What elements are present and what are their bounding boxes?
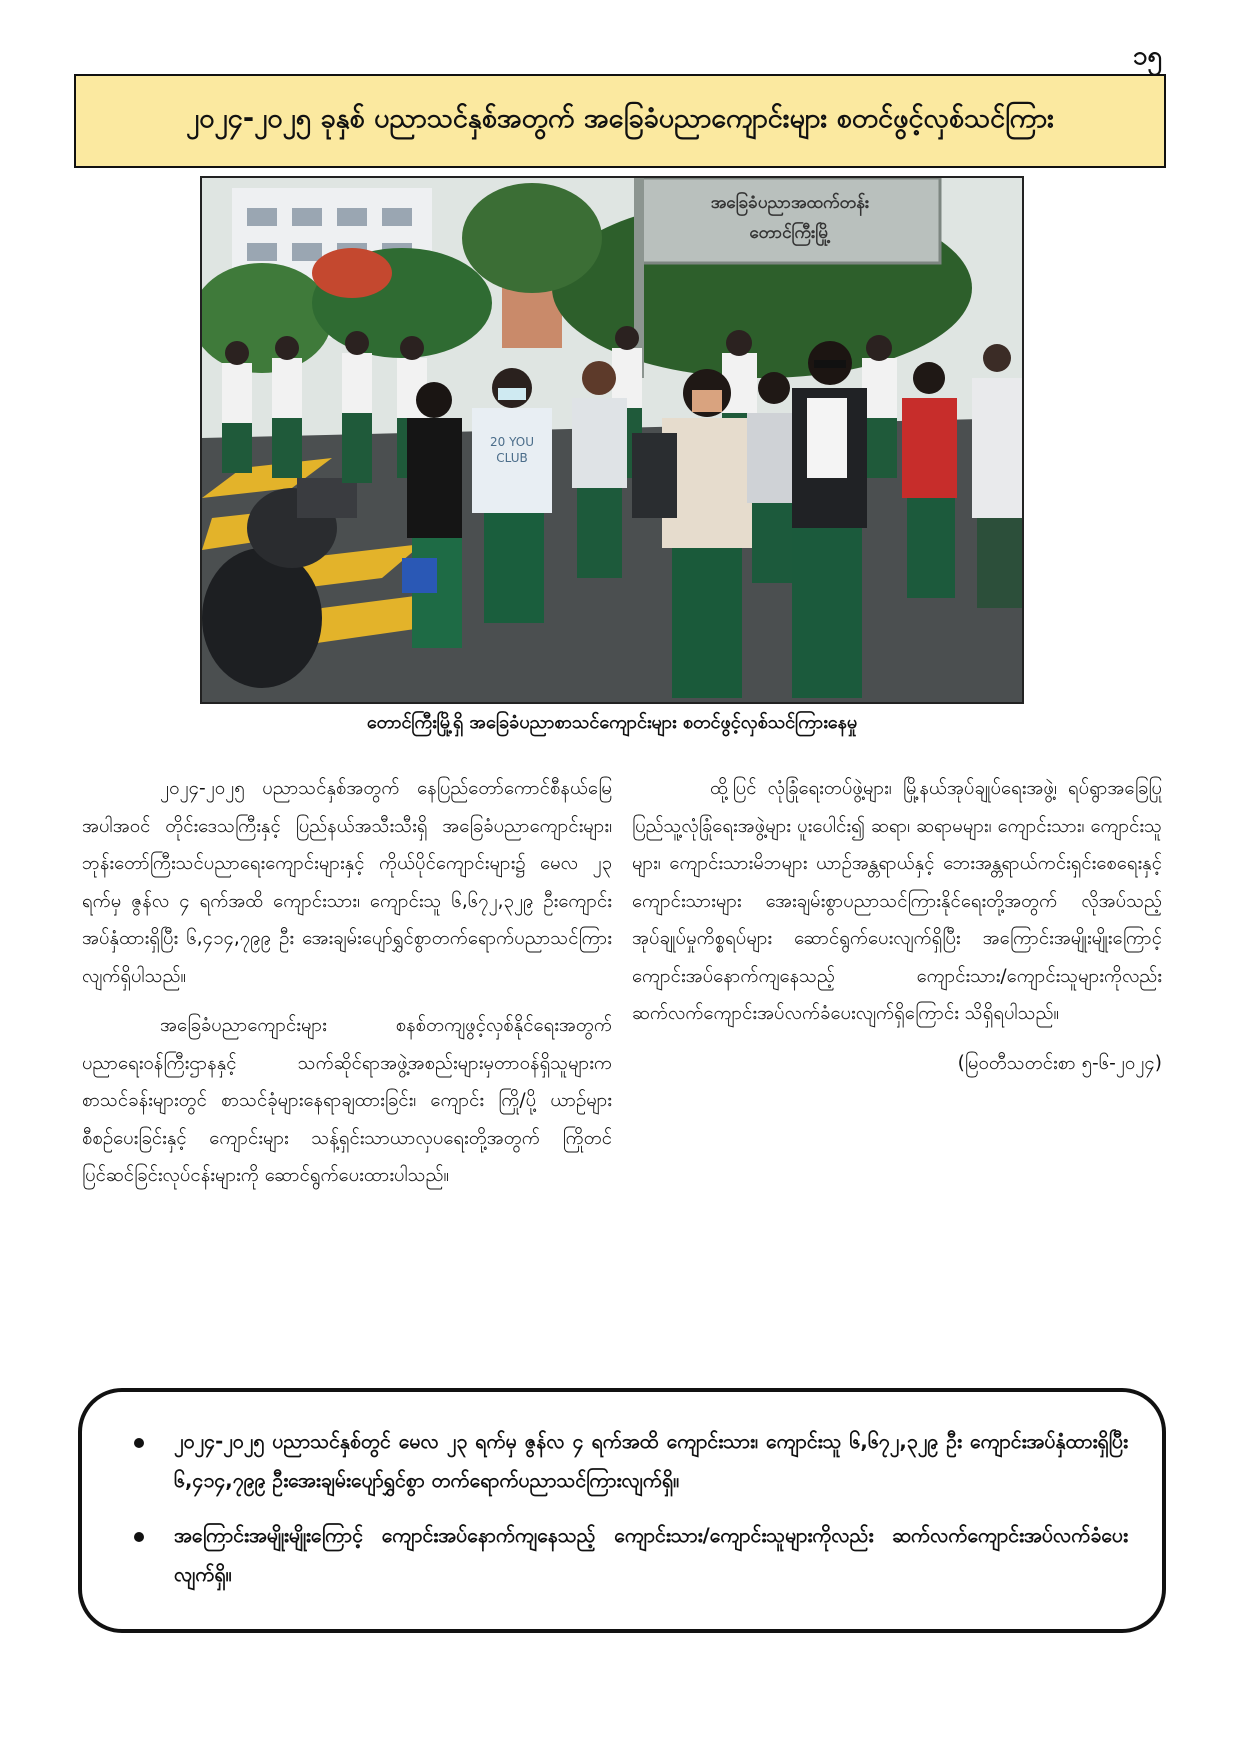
summary-item: ၂၀၂၄-၂၀၂၅ ပညာသင်နှစ်တွင် မေလ ၂၃ ရက်မှ ဇွန်လ ၄ ရက်အထိ ကျောင်းသား၊ ကျောင်းသူ ၆,၆၇၂,၃၂၉ ဦး ကျောင်းအပ်နှံထားရှိပြီး ၆,၄၁၄,၇၉၉ ဦးအေးချမ်းပျော်ရွှင်စွာ တက်ရောက်ပညာသင်ကြားလျက်ရှိ။ [116, 1422, 1128, 1500]
sign-text-1: အခြေခံပညာအထက်တန်း [710, 193, 870, 213]
summary-box [78, 1388, 1166, 1633]
article-paragraph: ၂၀၂၄-၂၀၂၅ ပညာသင်နှစ်အတွက် နေပြည်တော်ကောင်စီနယ်မြေအပါအဝင် တိုင်းဒေသကြီးနှင့် ပြည်နယ်အသီးသီးရှိ အခြေခံပညာကျောင်းများ၊ ဘုန်းတော်ကြီးသင်ပညာရေးကျောင်းများနှင့် ကိုယ်ပိုင်ကျောင်းများ၌ မေလ ၂၃ ရက်မှ ဇွန်လ ၄ ရက်အထိ ကျောင်းသား၊ ကျောင်းသူ ၆,၆၇၂,၃၂၉ ဦးကျောင်းအပ်နှံထားရှိပြီး ၆,၄၁၄,၇၉၉ ဦး အေးချမ်းပျော်ရွှင်စွာတက်ရောက်ပညာသင်ကြားလျက်ရှိပါသည်။ [82, 778, 612, 987]
shirt-text-2: CLUB [496, 451, 528, 465]
shirt-text-1: 20 YOU [490, 435, 534, 449]
photo-caption: တောင်ကြီးမြို့ရှိ အခြေခံပညာစာသင်ကျောင်းများ စတင်ဖွင့်လှစ်သင်ကြားနေမှု [366, 712, 858, 733]
sign-text-2: တောင်ကြီးမြို့ [749, 223, 831, 243]
news-source: (မြဝတီသတင်းစာ ၅-၆-၂၀၂၄) [957, 1052, 1162, 1074]
article-right-column [632, 770, 1162, 1094]
students-crossing-street-illustration [202, 178, 1022, 702]
article-left-column [82, 770, 612, 1207]
summary-item: အကြောင်းအမျိုးမျိုးကြောင့် ကျောင်းအပ်နောက်ကျနေသည့် ကျောင်းသား/ကျောင်းသူများကိုလည်း ဆက်လက်ကျောင်းအပ်လက်ခံပေးလျက်ရှိ။ [116, 1516, 1128, 1594]
page-number: ၁၅ [1132, 41, 1162, 71]
article-paragraph: အခြေခံပညာကျောင်းများ စနစ်တကျဖွင့်လှစ်နိုင်ရေးအတွက် ပညာရေးဝန်ကြီးဌာနနှင့် သက်ဆိုင်ရာအဖွဲ့အစည်းများမှတာဝန်ရှိသူများက စာသင်ခန်းများတွင် စာသင်ခုံများနေရာချထားခြင်း၊ ကျောင်း ကြို/ပို့ ယာဉ်များ စီစဉ်ပေးခြင်းနှင့် ကျောင်းများ သန့်ရှင်းသာယာလှပရေးတို့အတွက် ကြိုတင်ပြင်ဆင်ခြင်းလုပ်ငန်းများကို ဆောင်ရွက်ပေးထားပါသည်။ [82, 1015, 612, 1186]
summary-list [116, 1422, 1128, 1594]
news-photo [200, 176, 1024, 704]
page-title: ၂၀၂၄-၂၀၂၅ ခုနှစ် ပညာသင်နှစ်အတွက် အခြေခံပညာကျောင်းများ စတင်ဖွင့်လှစ်သင်ကြား [74, 74, 1166, 168]
article-paragraph: ထို့ပြင် လုံခြုံရေးတပ်ဖွဲ့များ၊ မြို့နယ်အုပ်ချုပ်ရေးအဖွဲ့၊ ရပ်ရွာအခြေပြု ပြည်သူ့လုံခြုံရေးအဖွဲ့များ ပူးပေါင်း၍ ဆရာ၊ ဆရာမများ၊ ကျောင်းသား၊ ကျောင်းသူများ၊ ကျောင်းသားမိဘများ ယာဉ်အန္တရာယ်နှင့် ဘေးအန္တရာယ်ကင်းရှင်းစေရေးနှင့် ကျောင်းသားများ အေးချမ်းစွာပညာသင်ကြားနိုင်ရေးတို့အတွက် လိုအပ်သည့်အုပ်ချုပ်မှုကိစ္စရပ်များ ဆောင်ရွက်ပေးလျက်ရှိပြီး အကြောင်းအမျိုးမျိုးကြောင့် ကျောင်းအပ်နောက်ကျနေသည့် ကျောင်းသား/ကျောင်းသူများကိုလည်း ဆက်လက်ကျောင်းအပ်လက်ခံပေးလျက်ရှိကြောင်း သိရှိရပါသည်။ [632, 778, 1162, 1024]
